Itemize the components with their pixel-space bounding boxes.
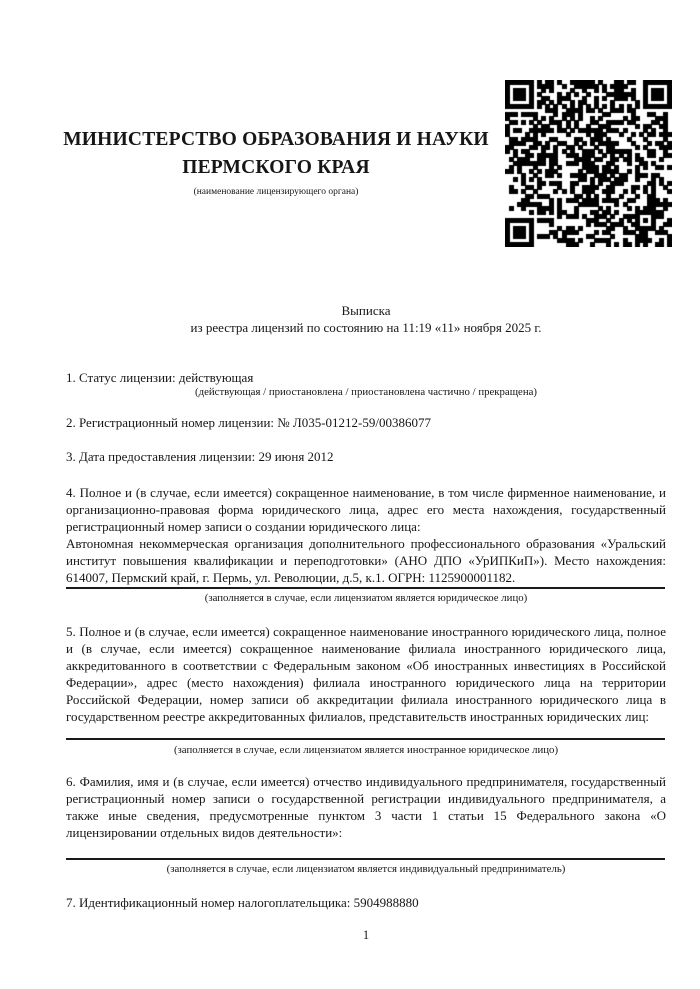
legal-entity-value: Автономная некоммерческая организация дополнительного профессионального образования «Уральский институт повышения квалификации и переподготовки» (АНО ДПО «УрИПКиП»). Место нахождения: 614007, Пермский край, г. Пермь, ул. Революции, д.5, к.1. ОГРН: 1125900001182. (66, 536, 666, 585)
foreign-entity-label: 5. Полное и (в случае, если имеется) сокращенное наименование иностранного юридического лица, полное и (в случае, если имеется) сокращенное наименование филиала иностранного юридического лица, аккредитованного в соответствии с Федеральным законом «Об иностранных инвестициях в Российской Федерации», адрес (место нахождения) филиала иностранного юридического лица на территории Российской Федерации, номер записи об аккредитации филиала иностранного юридического лица в государственном реестре аккредитованных филиалов, представительств иностранных юридических лиц: (66, 624, 666, 724)
taxpayer-number-line: 7. Идентификационный номер налогоплательщика: 5904988880 (66, 895, 419, 910)
ministry-name-line2: ПЕРМСКОГО КРАЯ (182, 157, 370, 178)
foreign-entity-section (66, 623, 666, 725)
grant-date-line: 3. Дата предоставления лицензии: 29 июня 2012 (66, 449, 334, 464)
document-title-line2: из реестра лицензий по состоянию на 11:19 «11» ноября 2025 г. (190, 320, 542, 335)
page-number: 1 (362, 928, 370, 942)
ministry-header (58, 126, 494, 198)
legal-entity-section (66, 484, 666, 586)
ministry-name-line1: МИНИСТЕРСТВО ОБРАЗОВАНИЯ И НАУКИ (63, 129, 489, 150)
licensing-authority-caption: (наименование лицензирующего органа) (193, 187, 359, 197)
legal-entity-caption: (заполняется в случае, если лицензиатом является юридическое лицо) (204, 592, 528, 604)
license-status-line: 1. Статус лицензии: действующая (66, 370, 254, 385)
entrepreneur-label: 6. Фамилия, имя и (в случае, если имеется) отчество индивидуального предпринимателя, государственный регистрационный номер записи о государственной регистрации индивидуального предпринимателя, а также иные сведения, предусмотренные пунктом 3 части 1 статьи 15 Федерального закона «О лицензировании отдельных видов деятельности»: (66, 774, 666, 840)
foreign-entity-fill-rule (66, 738, 665, 740)
entrepreneur-fill-rule (66, 858, 665, 860)
entrepreneur-caption: (заполняется в случае, если лицензиатом является индивидуальный предприниматель) (166, 863, 566, 875)
legal-entity-label: 4. Полное и (в случае, если имеется) сокращенное наименование, в том числе фирменное наименование, и организационно-правовая форма юридического лица, адрес его места нахождения, государственный регистрационный номер записи о создании юридического лица: (66, 485, 666, 534)
status-options-caption: (действующая / приостановлена / приостановлена частично / прекращена) (195, 386, 537, 398)
registration-number-line: 2. Регистрационный номер лицензии: № Л035-01212-59/00386077 (66, 415, 432, 430)
document-title-line1: Выписка (341, 303, 391, 318)
legal-entity-fill-rule (66, 587, 665, 589)
qr-code-icon (505, 80, 672, 247)
entrepreneur-section (66, 773, 666, 841)
document-title (66, 302, 666, 336)
foreign-entity-caption: (заполняется в случае, если лицензиатом является иностранное юридическое лицо) (173, 744, 559, 756)
